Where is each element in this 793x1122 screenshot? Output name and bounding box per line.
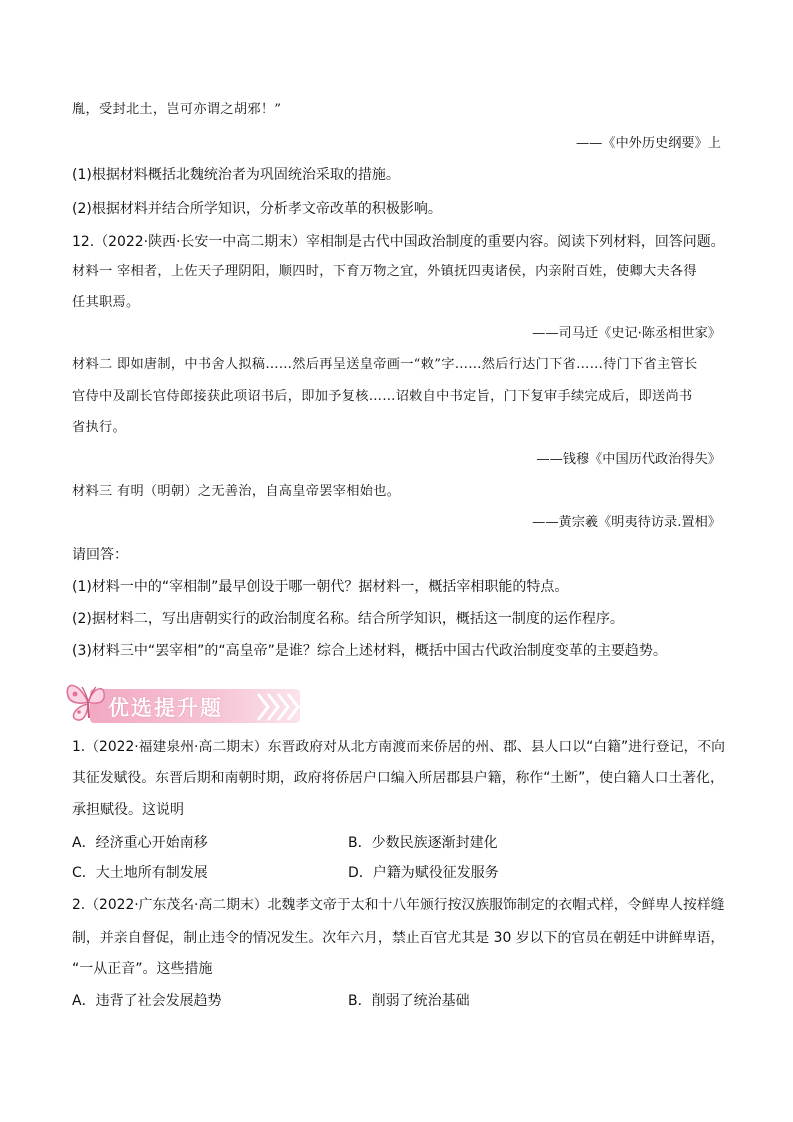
mc-1-option-d: D．户籍为赋役征发服务 xyxy=(348,865,499,881)
question-12-sub-3: (3)材料三中“罢宰相”的“高皇帝”是谁？综合上述材料，概括中国古代政治制度变革的主要趋势。 xyxy=(72,643,667,659)
mc-2-option-a: A．违背了社会发展趋势 xyxy=(72,993,222,1009)
chevron-decoration-icon xyxy=(256,692,300,722)
mc-1-line-3: 承担赋役。这说明 xyxy=(72,802,184,818)
mc-1-option-b: B．少数民族逐渐封建化 xyxy=(348,835,498,851)
material-1-line-2: 任其职焉。 xyxy=(72,295,140,310)
mc-1-option-c: C．大土地所有制发展 xyxy=(72,865,208,881)
mc-2-line-1: 2.（2022·广东茂名·高二期末）北魏孝文帝于太和十八年颁行按汉族服饰制定的衣帽式样，令鲜卑人按样缝 xyxy=(72,897,725,913)
question-11-sub-2: (2)根据材料并结合所学知识，分析孝文帝改革的积极影响。 xyxy=(72,201,442,217)
section-banner xyxy=(60,672,305,728)
material-3-source: ——黄宗羲《明夷待访录.置相》 xyxy=(532,515,721,530)
mc-1-line-1: 1.（2022·福建泉州·高二期末）东晋政府对从北方南渡而来侨居的州、郡、县人口以“白籍”进行登记，不向 xyxy=(72,739,726,755)
section-title: 优选提升题 xyxy=(108,696,223,720)
material-1-line-1: 材料一 宰相者，上佐天子理阴阳，顺四时，下育万物之宜，外镇抚四夷诸侯，内亲附百姓，使卿大夫各得 xyxy=(72,264,697,279)
material-1-source: ——司马迁《史记·陈丞相世家》 xyxy=(532,326,721,341)
material-continuation-line: 胤，受封北土，岂可亦谓之胡邪！” xyxy=(72,102,282,117)
material-2-line-1: 材料二 即如唐制，中书舍人拟稿……然后再呈送皇帝画一“敕”字……然后行达门下省……待门下省主管长 xyxy=(72,357,698,372)
material-2-source: ——钱穆《中国历代政治得失》 xyxy=(536,452,721,467)
material-source: ——《中外历史纲要》上 xyxy=(575,136,721,151)
material-2-line-3: 省执行。 xyxy=(72,420,126,435)
mc-2-line-2: 制，并亲自督促，制止违令的情况发生。次年六月，禁止百官尤其是 30 岁以下的官员在朝廷中讲鲜卑语， xyxy=(72,930,725,946)
question-12-sub-2: (2)据材料二，写出唐朝实行的政治制度名称。结合所学知识，概括这一制度的运作程序。 xyxy=(72,611,624,627)
question-12-sub-1: (1)材料一中的“宰相制”最早创设于哪一朝代？据材料一，概括宰相职能的特点。 xyxy=(72,579,569,595)
mc-2-line-3: “一从正音”。这些措施 xyxy=(72,961,213,977)
question-12-stem: 12.（2022·陕西·长安一中高二期末）宰相制是古代中国政治制度的重要内容。阅读下列材料，回答问题。 xyxy=(72,234,725,250)
answer-prompt: 请回答： xyxy=(72,547,128,563)
question-11-sub-1: (1)根据材料概括北魏统治者为巩固统治采取的措施。 xyxy=(72,167,400,183)
material-3-line-1: 材料三 有明（明朝）之无善治，自高皇帝罢宰相始也。 xyxy=(72,484,401,499)
mc-2-option-b: B．削弱了统治基础 xyxy=(348,993,470,1009)
mc-1-option-a: A．经济重心开始南移 xyxy=(72,835,208,851)
material-2-line-2: 官侍中及副长官侍郎接获此项诏书后，即加予复核……诏敕自中书定旨，门下复审手续完成后，即送尚书 xyxy=(72,389,693,404)
mc-1-line-2: 其征发赋役。东晋后期和南朝时期，政府将侨居户口编入所居郡县户籍，称作“土断”，使白籍人口土著化， xyxy=(72,770,724,786)
